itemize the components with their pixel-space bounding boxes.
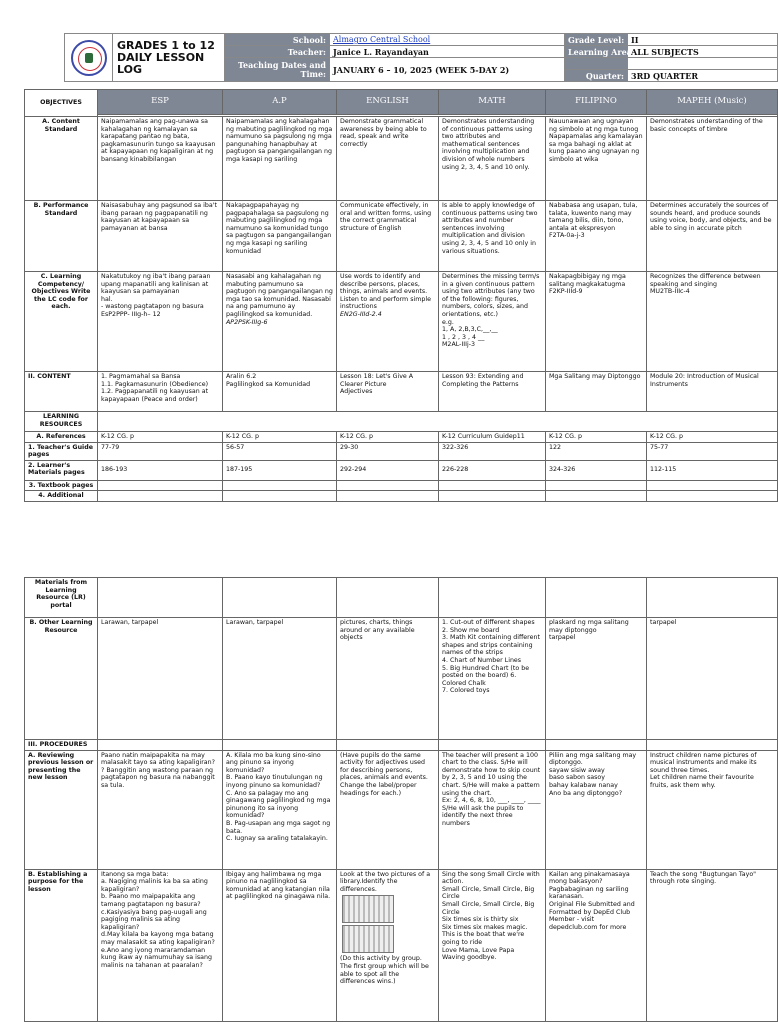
table-row [25, 372, 778, 412]
lesson-table-part1 [24, 89, 778, 502]
cell: 187-195 [223, 460, 337, 480]
subject-mapeh: MAPEH (Music) [647, 90, 778, 115]
cell: 1. Cut-out of different shapes 2. Show me board 3. Math Kit containing different shapes and strips containing names of the strips 4. Chart of Number Lines 5. Big Hundred Chart (to be posted on the board) 6. Colored Chalk 7. Colored toys [439, 618, 546, 740]
dates-label: Teaching Dates and Time: [225, 58, 330, 82]
cell: Teach the song "Bugtungan Tayo" through rote singing. [647, 869, 778, 1021]
cell: Lesson 18: Let's Give A Clearer Picture Adjectives [337, 372, 439, 412]
table-row [25, 578, 778, 618]
row-label-reviewing: A. Reviewing previous lesson or presenting the new lesson [25, 750, 98, 869]
cell: plaskard ng mga salitang may diptonggo tarpapel [546, 618, 647, 740]
teacher-value: Janice L. Rayandayan [330, 46, 565, 58]
table-row [25, 201, 778, 272]
teacher-label: Teacher: [225, 46, 330, 58]
cell: 226-228 [439, 460, 546, 480]
table-row [25, 460, 778, 480]
row-label-other-resources: B. Other Learning Resource [25, 618, 98, 740]
table-row [25, 272, 778, 372]
row-label-lr-portal: Materials from Learning Resource (LR) portal [25, 578, 98, 618]
cell: A. Kilala mo ba kung sino-sino ang pinuno sa inyong komunidad? B. Paano kayo tinutulungan ng inyong pinuno sa komunidad? C. Ano sa palagay mo ang ginagawang paglilingkod ng mga pinunong ito sa inyong komunidad? B. Pag-usapan ang mga sagot ng bata. C. Iugnay sa araling tatalakayin. [223, 750, 337, 869]
cell: 75-77 [647, 442, 778, 460]
cell: 56-57 [223, 442, 337, 460]
table-row [25, 750, 778, 869]
subject-ap: A.P [223, 90, 337, 115]
cell: Ibigay ang halimbawa ng mga pinuno na naglilingkod sa komunidad at ang katangian nila at paglilingkod na ginagawa nila. [223, 869, 337, 1021]
table-row [25, 480, 778, 491]
row-label-performance-standard: B. Performance Standard [25, 201, 98, 272]
cell: 1. Pagmamahal sa Bansa 1.1. Pagkamasunurin (Obedience) 1.2. Pagpapanatili ng kaayusan at kapayapaan (Peace and order) [98, 372, 223, 412]
cell: Mga Salitang may Diptonggo [546, 372, 647, 412]
row-label-learners-materials: 2. Learner's Materials pages [25, 460, 98, 480]
cell: 112-115 [647, 460, 778, 480]
deped-club-note: Original File Submitted and Formatted by DepEd Club Member - visit depedclub.com for more [549, 900, 635, 931]
lc-code: EN2G-IIId-2.4 [340, 310, 382, 318]
cell: Recognizes the difference between speaking and singing MU2TB-IIIc-4 [647, 272, 778, 372]
cell: Is able to apply knowledge of continuous patterns using two attributes and number sentences involving multiplication and division using 2, 3, 4, 5 and 10 only in various situations. [439, 201, 546, 272]
cell: Itanong sa mga bata: a. Nagiging malinis ka ba sa ating kapaligiran? b. Paano mo maipapakita ang tamang pagtatapon ng basura? c.Kasiyasiya bang pag-uugali ang pagiging malinis sa ating kapaligiran? d.May kilala ba kayong mga batang may malasakit sa ating kapaligiran? e.Ano ang iyong mararamdaman kung ikaw ay namumuhay sa isang malinis na tahanan at paaralan? [98, 869, 223, 1021]
cell: 324-326 [546, 460, 647, 480]
school-link[interactable]: Almagro Central School [333, 35, 431, 44]
cell: Demonstrate grammatical awareness by being able to read, speak and write correctly [337, 117, 439, 201]
cell: K-12 CG. p [98, 432, 223, 443]
cell: K-12 CG. p [546, 432, 647, 443]
cell: Nakapagpapahayag ng pagpapahalaga sa pagsulong ng mabuting paglilingkod ng mga namumuno sa komunidad tungo sa pagtugon sa pangangailangan ng mga kasapi ng sariling komunidad [223, 201, 337, 272]
cell: (Have pupils do the same activity for adjectives used for describing persons, places, animals and events. Change the label/proper headings for each.) [337, 750, 439, 869]
dll-title: GRADES 1 to 12 DAILY LESSON LOG [113, 34, 225, 82]
dates-value: JANUARY 6 – 10, 2025 (WEEK 5-DAY 2) [330, 58, 565, 82]
library-picture-2 [342, 925, 394, 953]
table-row [25, 117, 778, 201]
cell: Sing the song Small Circle with action. Small Circle, Small Circle, Big Circle Small Circle, Small Circle, Big Circle Six times six is thirty six Six times six makes magic. This is the boat that we're going to ride Love Mama, Love Papa Waving goodbye. [439, 869, 546, 1021]
subject-english: ENGLISH [337, 90, 439, 115]
quarter-value: 3RD QUARTER [628, 70, 778, 82]
lesson-table-part2 [24, 577, 778, 1022]
table-row [25, 432, 778, 443]
cell: Larawan, tarpapel [98, 618, 223, 740]
row-label-teachers-guide: 1. Teacher's Guide pages [25, 442, 98, 460]
cell: Larawan, tarpapel [223, 618, 337, 740]
cell: The teacher will present a 100 chart to the class. S/He will demonstrate how to skip count by 2, 3, 5 and 10 using the chart. S/He will make a pattern using the chart. Ex: 2, 4, 6, 8, 10, ___, ____, ____ S/He will ask the pupils to identify the next three numbers [439, 750, 546, 869]
row-label-content: II. CONTENT [25, 372, 98, 412]
cell: Lesson 93: Extending and Completing the Patterns [439, 372, 546, 412]
table-row [25, 442, 778, 460]
table-row [25, 869, 778, 1021]
cell: Paano natin maipapakita na may malasakit tayo sa ating kapaligiran? ? Banggitin ang wastong paraan ng pagtatapon ng basura na nabanggit sa tula. [98, 750, 223, 869]
cell: 29-30 [337, 442, 439, 460]
cell: Nababasa ang usapan, tula, talata, kuwento nang may tamang bilis, diin, tono, antala at ekspresyon F2TA-0a-j-3 [546, 201, 647, 272]
cell: Instruct children name pictures of musical instruments and make its sound three times. Let children name their favourite fruits, ask them why. [647, 750, 778, 869]
table-row [25, 491, 778, 502]
dll-header [64, 33, 778, 82]
table-row [25, 412, 778, 432]
cell: 292-294 [337, 460, 439, 480]
grade-label: Grade Level: [565, 34, 628, 46]
school-label: School: [225, 34, 330, 46]
lc-code: F2KP-IIId-9 [549, 288, 583, 296]
lc-code: M2AL-IIIj-3 [442, 341, 476, 349]
deped-seal-icon [71, 40, 107, 76]
school-value [330, 34, 565, 46]
cell: Kailan ang pinakamasaya mong bakasyon? Pagbabaginan ng sariling karanasan. Original File Submitted and Formatted by DepEd Club Member - visit depedclub.com for more [546, 869, 647, 1021]
cell: 122 [546, 442, 647, 460]
row-label-textbook: 3. Textbook pages [25, 480, 98, 491]
row-label-competency: C. Learning Competency/ Objectives Write the LC code for each. [25, 272, 98, 372]
cell: Nasasabi ang kahalagahan ng mabuting pamumuno sa pagtugon ng pangangailangan ng mga tao sa komunidad. Nasasabi na ang pamumuno ay paglilingkod sa komunidad. AP2PSK-IIIg-6 [223, 272, 337, 372]
row-label-additional: 4. Additional [25, 491, 98, 502]
subject-filipino: FILIPINO [546, 90, 647, 115]
cell: 77-79 [98, 442, 223, 460]
row-label-references: A. References [25, 432, 98, 443]
cell: Nauunawaan ang ugnayan ng simbolo at ng mga tunog Napapamalas ang kamalayan sa mga bahagi ng aklat at kung paano ang ugnayan ng simbolo at wika [546, 117, 647, 201]
objectives-header: OBJECTIVES [25, 90, 98, 117]
cell: Determines accurately the sources of sounds heard, and produce sounds using voice, body, and objects, and be able to sing in accurate pitch [647, 201, 778, 272]
grade-value: II [628, 34, 778, 46]
cell: Look at the two pictures of a library.Identify the differences. (Do this activity by group. The first group which will be able to spot all the differences wins.) [337, 869, 439, 1021]
row-label-resources: LEARNING RESOURCES [25, 412, 98, 432]
cell: Nakapagbibigay ng mga salitang magkakatugma F2KP-IIId-9 [546, 272, 647, 372]
cell: 322-326 [439, 442, 546, 460]
subject-math: MATH [439, 90, 546, 115]
row-label-purpose: B. Establishing a purpose for the lesson [25, 869, 98, 1021]
cell: Demonstrates understanding of the basic concepts of timbre [647, 117, 778, 201]
cell: K-12 CG. p [647, 432, 778, 443]
cell: 186-193 [98, 460, 223, 480]
table-row [25, 618, 778, 740]
area-value: ALL SUBJECTS [628, 46, 778, 58]
cell: Communicate effectively, in oral and written forms, using the correct grammatical structure of English [337, 201, 439, 272]
cell: Use words to identify and describe persons, places, things, animals and events. Listen to and perform simple instructions EN2G-IIId-2.4 [337, 272, 439, 372]
cell: K-12 CG. p [337, 432, 439, 443]
cell: K-12 CG. p [223, 432, 337, 443]
cell: K-12 Curriculum Guidep11 [439, 432, 546, 443]
row-label-procedures: III. PROCEDURES [25, 740, 98, 751]
cell: tarpapel [647, 618, 778, 740]
cell: Naipamamalas ang kahalagahan ng mabuting paglilingkod ng mga namumuno sa pagsulong ng mga pangunahing hanapbuhay at pagtugon sa pangangailangan ng mga kasapi ng sariling [223, 117, 337, 201]
table-row [25, 740, 778, 751]
deped-seal [65, 34, 113, 82]
quarter-label: Quarter: [565, 70, 628, 82]
cell: Naipamamalas ang pag-unawa sa kahalagahan ng kamalayan sa karapatang pantao ng bata, pagkamasunurin tungo sa kaayusan at kapayapaan ng kapaligiran at ng bansang kinabibilangan [98, 117, 223, 201]
cell: Piliin ang mga salitang may diptonggo. sayaw sisiw away baso sabon sasoy bahay kalabaw nanay Ano ba ang diptonggo? [546, 750, 647, 869]
library-picture-1 [342, 895, 394, 923]
cell: Aralin 6.2 Paglilingkod sa Komunidad [223, 372, 337, 412]
cell: Demonstrates understanding of continuous patterns using two attributes and mathematical sentences involving multiplication and division of whole numbers using 2, 3, 4, 5 and 10 only. [439, 117, 546, 201]
area-label: Learning Area: [565, 46, 628, 58]
subject-esp: ESP [98, 90, 223, 115]
lc-code: EsP2PPP- IIIg-h– 12 [101, 310, 161, 318]
cell: Nakatutukoy ng iba't ibang paraan upang mapanatili ang kalinisan at kaayusan sa pamayanan hal. - wastong pagtatapon ng basura EsP2PPP- IIIg-h– 12 [98, 272, 223, 372]
cell: Naisasabuhay ang pagsunod sa iba't ibang paraan ng pagpapanatili ng kaayusan at kapayapaan sa pamayanan at bansa [98, 201, 223, 272]
row-label-content-standard: A. Content Standard [25, 117, 98, 201]
cell: pictures, charts, things around or any available objects [337, 618, 439, 740]
lc-code: AP2PSK-IIIg-6 [226, 318, 268, 326]
cell: Determines the missing term/s in a given continuous pattern using two attributes (any two of the following: figures, numbers, colors, sizes, and orientations, etc.) e.g. 1, A, 2,B,3,C,__,__ 1 , 2 , 3 , 4 __ M2AL-IIIj-3 [439, 272, 546, 372]
lc-code: MU2TB-IIIc-4 [650, 288, 690, 296]
cell: Module 20: Introduction of Musical Instruments [647, 372, 778, 412]
